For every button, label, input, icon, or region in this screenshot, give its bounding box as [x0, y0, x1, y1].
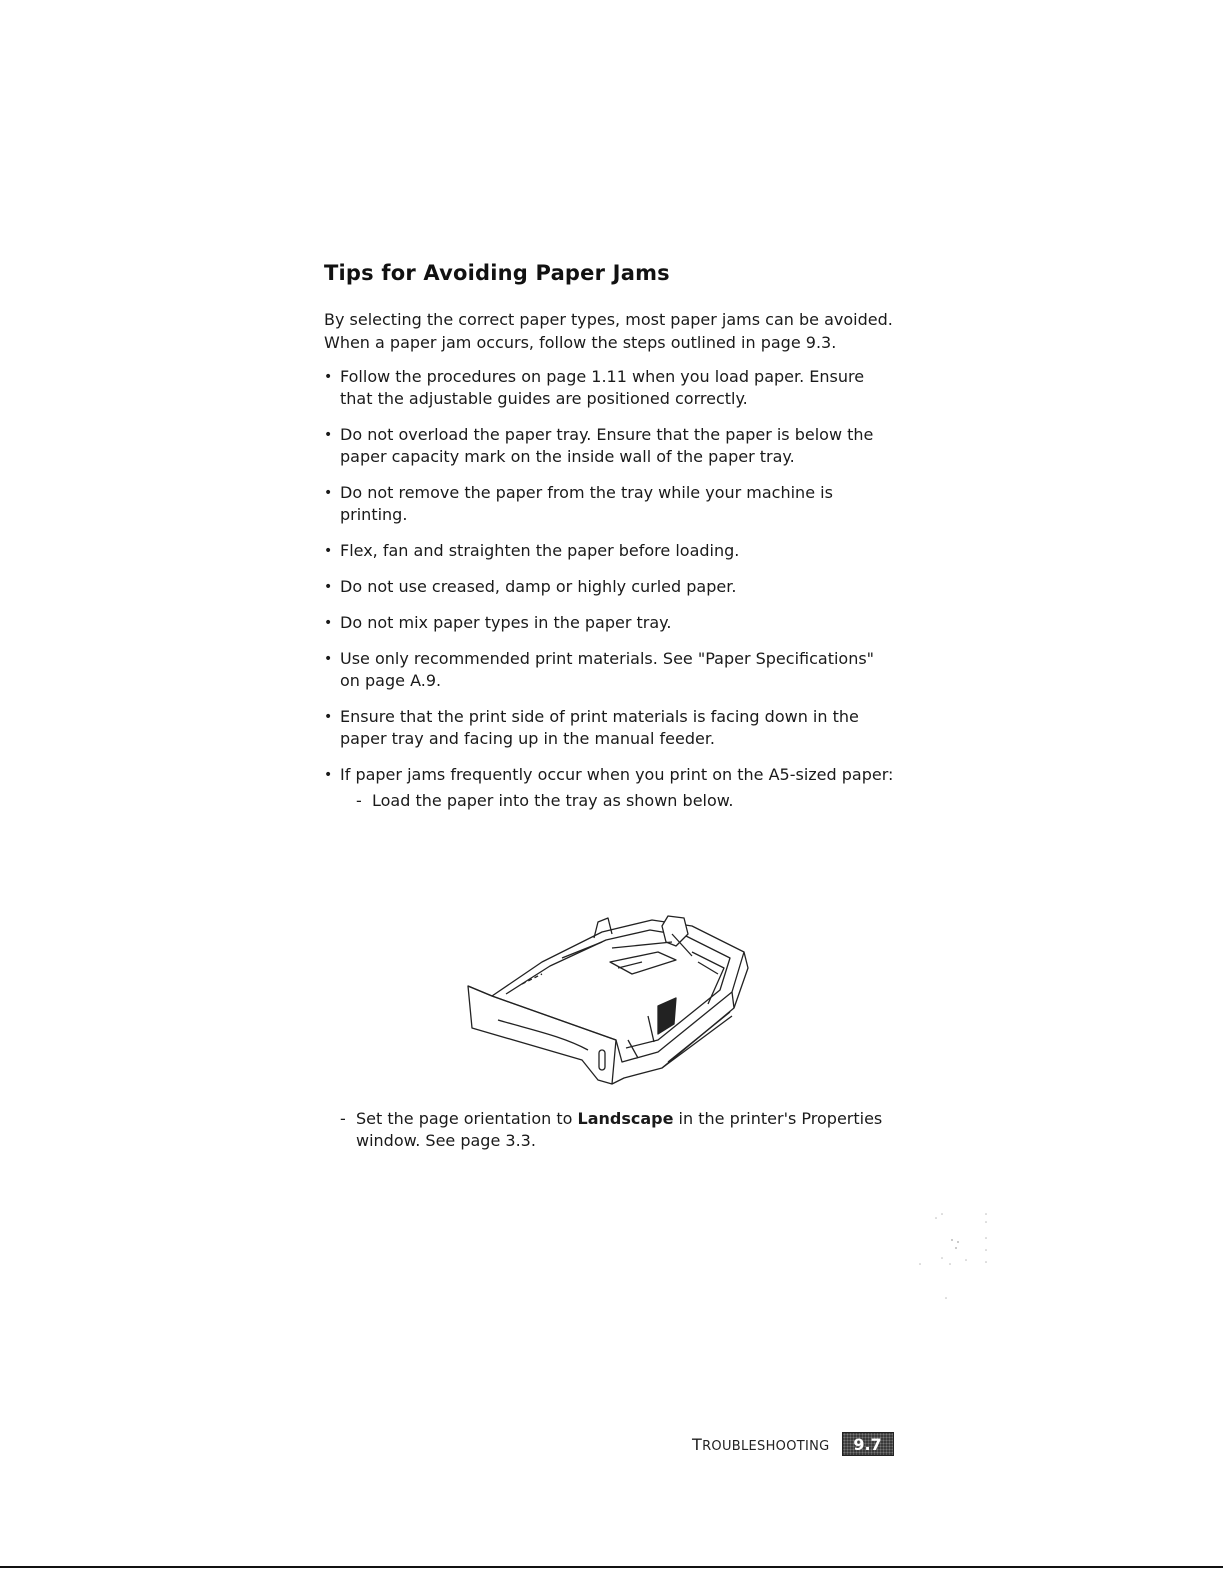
bullet-icon: • [324, 767, 333, 783]
list-item [324, 424, 894, 468]
scan-marks [912, 1208, 992, 1304]
bullet-icon: • [324, 651, 333, 667]
substep-text: Load the paper into the tray as shown below. [372, 791, 734, 810]
scan-edge-line [0, 1566, 1223, 1568]
list-item [324, 706, 894, 750]
dash-glyph: - [340, 1109, 346, 1128]
list-item [324, 648, 894, 692]
tip-text: Ensure that the print side of print materials is facing down in the paper tray and facing up in the manual feeder. [340, 707, 859, 748]
list-item [324, 482, 894, 526]
orientation-bold: Landscape [577, 1109, 674, 1128]
bullet-icon: • [324, 579, 333, 595]
substep-orientation [340, 1108, 916, 1152]
dash-glyph: - [356, 791, 362, 810]
bullet-icon: • [324, 369, 333, 385]
tip-text: If paper jams frequently occur when you print on the A5-sized paper: [340, 765, 894, 784]
section-label-rest: ROUBLESHOOTING [702, 1438, 830, 1454]
tip-text: Flex, fan and straighten the paper before loading. [340, 541, 740, 560]
main-content [324, 258, 894, 826]
tips-list [324, 366, 894, 812]
bullet-icon: • [324, 485, 333, 501]
section-label-initial: T [692, 1434, 703, 1454]
bullet-icon: • [324, 543, 333, 559]
list-item [324, 366, 894, 410]
tip-text: Use only recommended print materials. See "Paper Specifications" on page A.9. [340, 649, 875, 690]
orientation-text-after: in the printer's Properties window. See page 3.3. [356, 1109, 883, 1150]
section-label [692, 1435, 830, 1454]
bullet-icon: • [324, 615, 333, 631]
tip-text: Do not use creased, damp or highly curled paper. [340, 577, 737, 596]
list-item [324, 612, 894, 634]
list-item [324, 576, 894, 598]
substep-load [356, 790, 894, 812]
page-title: Tips for Avoiding Paper Jams [324, 261, 670, 285]
intro-paragraph: By selecting the correct paper types, most paper jams can be avoided. When a paper jam occurs, follow the steps outlined in page 9.3. [324, 310, 893, 352]
bullet-icon: • [324, 709, 333, 725]
list-item [324, 764, 894, 812]
paper-tray-illustration [462, 912, 754, 1086]
tip-text: Do not remove the paper from the tray while your machine is printing. [340, 483, 833, 524]
page-footer [692, 1432, 894, 1456]
tip-text: Do not mix paper types in the paper tray. [340, 613, 672, 632]
page-number-badge: 9.7 [842, 1432, 894, 1456]
bullet-icon: • [324, 427, 333, 443]
list-item [324, 540, 894, 562]
tip-text: Follow the procedures on page 1.11 when you load paper. Ensure that the adjustable guides are positioned correctly. [340, 367, 865, 408]
orientation-text-before: Set the page orientation to [356, 1109, 578, 1128]
tip-text: Do not overload the paper tray. Ensure that the paper is below the paper capacity mark on the inside wall of the paper tray. [340, 425, 874, 466]
